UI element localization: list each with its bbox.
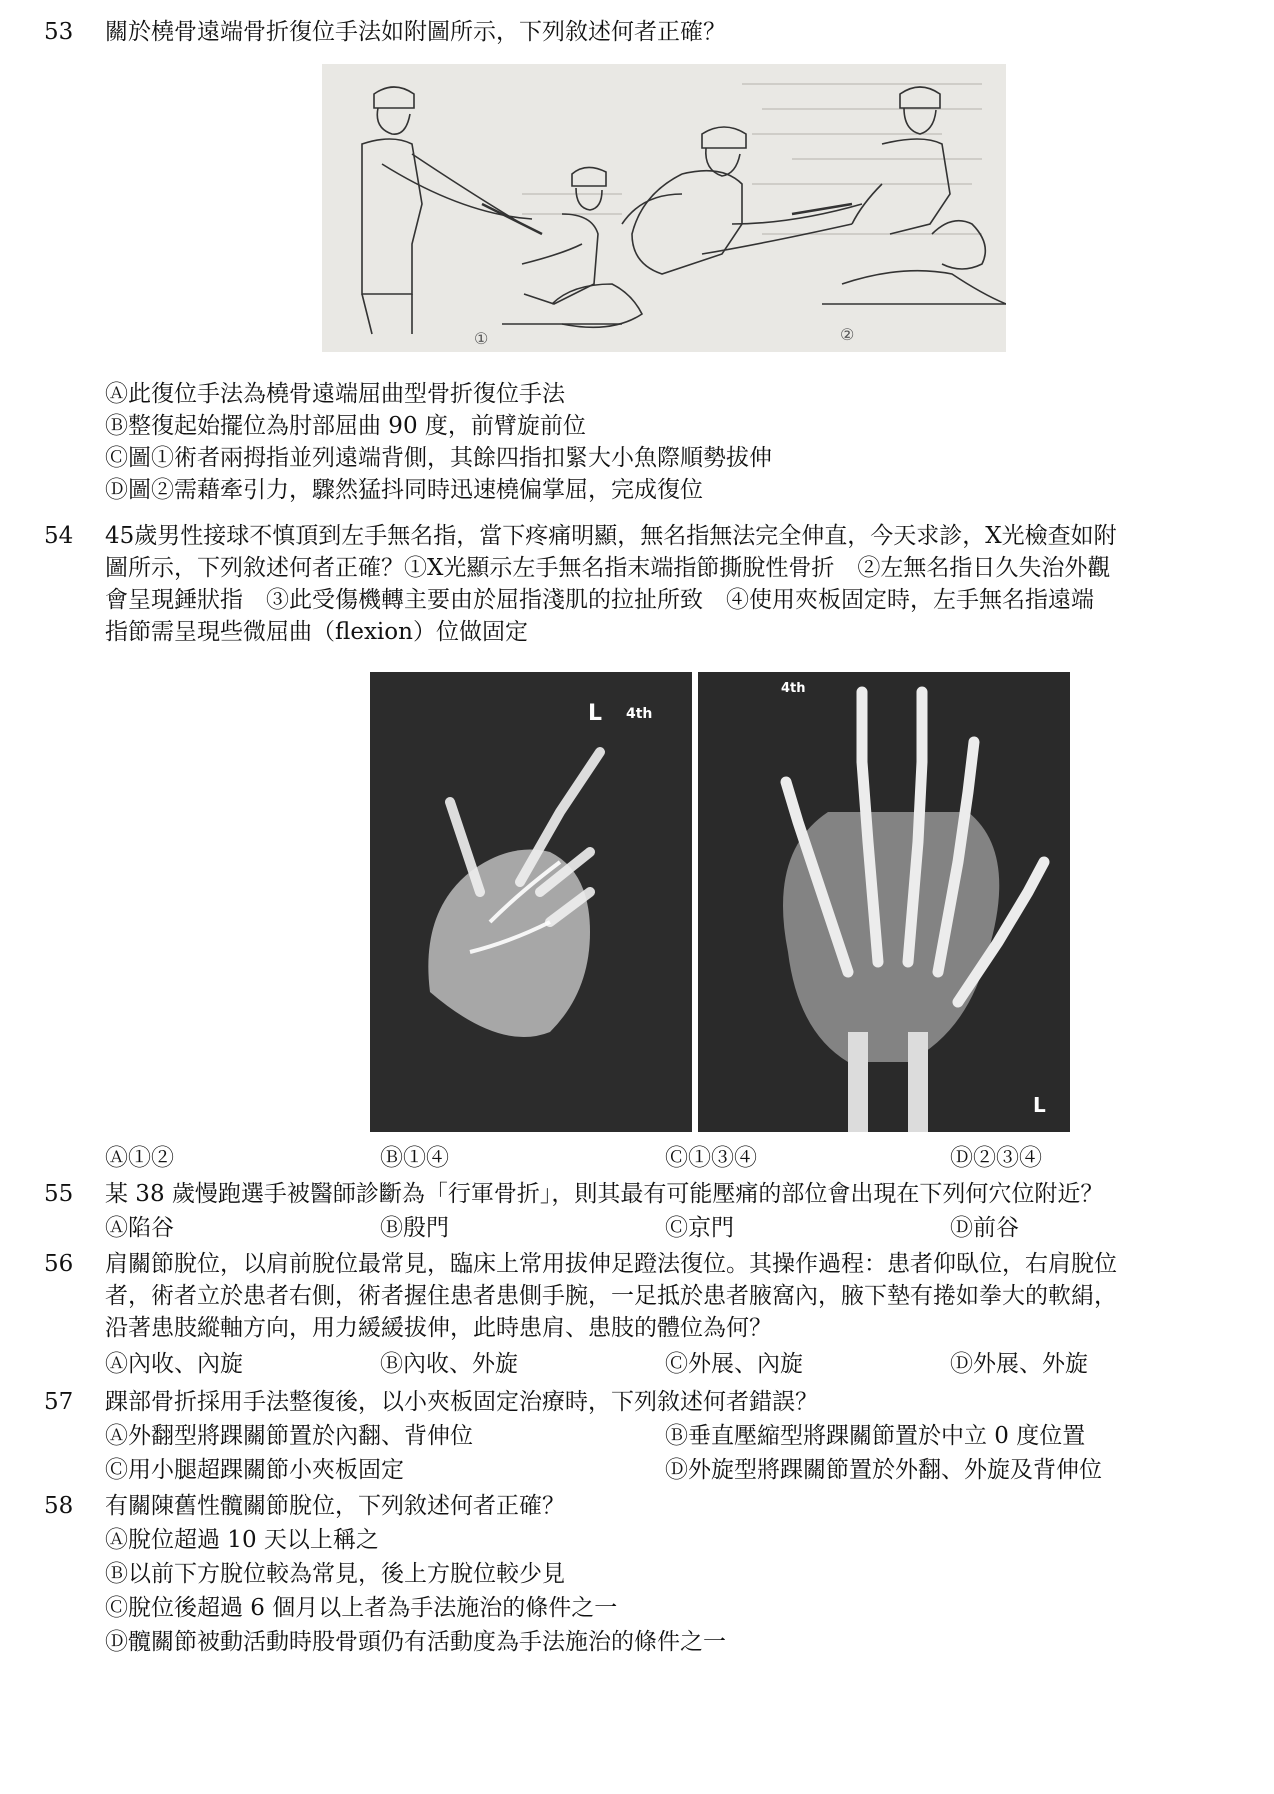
option-b: Ⓑ垂直壓縮型將踝關節置於中立 0 度位置 [665,1423,1086,1449]
xray-side-marker: L [588,701,603,726]
option-b: Ⓑ①④ [380,1145,449,1171]
reduction-technique-illustration [322,64,1006,352]
option-b: Ⓑ以前下方脫位較為常見，後上方脫位較少見 [105,1561,565,1587]
stem-line: 肩關節脫位，以肩前脫位最常見，臨床上常用拔伸足蹬法復位。其操作過程：患者仰臥位，右肩脫位 [105,1251,1117,1277]
stem-line: 45歲男性接球不慎頂到左手無名指，當下疼痛明顯，無名指無法完全伸直，今天求診，X光檢查如附 [105,523,1117,549]
question-number: 54 [44,523,74,549]
option-a: Ⓐ脫位超過 10 天以上稱之 [105,1527,379,1553]
stem-line: 會呈現錘狀指 ③此受傷機轉主要由於屈指淺肌的拉扯所致 ④使用夾板固定時，左手無名指遠端 [105,587,1094,613]
xray-finger-marker: 4th [626,706,653,722]
question-number: 56 [44,1251,74,1277]
xray-side-marker: L [1033,1093,1046,1117]
options-list [105,378,1235,506]
option-b: Ⓑ整復起始擺位為肘部屈曲 90 度，前臂旋前位 [105,413,586,439]
stem-line: 關於橈骨遠端骨折復位手法如附圖所示，下列敘述何者正確？ [105,19,726,45]
stem-line: 某 38 歲慢跑選手被醫師診斷為「行軍骨折」，則其最有可能壓痛的部位會出現在下列何穴位附近？ [105,1181,1104,1207]
xray-lateral-view [370,672,692,1132]
question-stem [105,1386,1235,1418]
stem-line: 有關陳舊性髖關節脫位，下列敘述何者正確？ [105,1493,565,1519]
option-d: Ⓓ外展、外旋 [950,1351,1088,1377]
option-d: Ⓓ髖關節被動活動時股骨頭仍有活動度為手法施治的條件之一 [105,1629,726,1655]
question-stem [105,16,1235,48]
option-a: Ⓐ陷谷 [105,1215,174,1241]
stem-line: 沿著患肢縱軸方向，用力緩緩拔伸，此時患肩、患肢的體位為何？ [105,1315,772,1341]
figure-label-1: ① [474,329,489,348]
question-number: 58 [44,1493,74,1519]
question-stem [105,1178,1235,1210]
option-b: Ⓑ殷門 [380,1215,449,1241]
option-a: Ⓐ內收、內旋 [105,1351,243,1377]
question-number: 55 [44,1181,74,1207]
stem-line: 指節需呈現些微屈曲（flexion）位做固定 [105,619,528,645]
question-stem [105,520,1235,648]
option-c: Ⓒ脫位後超過 6 個月以上者為手法施治的條件之一 [105,1595,618,1621]
option-d: Ⓓ②③④ [950,1145,1042,1171]
option-a: Ⓐ外翻型將踝關節置於內翻、背伸位 [105,1423,473,1449]
stem-line: 圖所示，下列敘述何者正確？①X光顯示左手無名指末端指節撕脫性骨折 ②左無名指日久失治外觀 [105,555,1111,581]
option-d: Ⓓ圖②需藉牽引力，驟然猛抖同時迅速橈偏掌屈，完成復位 [105,477,703,503]
question-number: 53 [44,19,74,45]
option-a: Ⓐ此復位手法為橈骨遠端屈曲型骨折復位手法 [105,381,565,407]
xray-ap-drawing [698,672,1070,1132]
stem-line: 踝部骨折採用手法整復後，以小夾板固定治療時，下列敘述何者錯誤？ [105,1389,818,1415]
option-d: Ⓓ外旋型將踝關節置於外翻、外旋及背伸位 [665,1457,1102,1483]
option-a: Ⓐ①② [105,1145,174,1171]
stem-line: 者，術者立於患者右側，術者握住患者患側手腕，一足抵於患者腋窩內，腋下墊有捲如拳大的軟絹， [105,1283,1117,1309]
option-c: Ⓒ京門 [665,1215,734,1241]
xray-lateral-drawing [370,672,692,1132]
option-c: Ⓒ圖①術者兩拇指並列遠端背側，其餘四指扣緊大小魚際順勢拔伸 [105,445,772,471]
xray-finger-marker: 4th [781,681,806,696]
option-c: Ⓒ用小腿超踝關節小夾板固定 [105,1457,404,1483]
option-b: Ⓑ內收、外旋 [380,1351,518,1377]
option-d: Ⓓ前谷 [950,1215,1019,1241]
option-c: Ⓒ外展、內旋 [665,1351,803,1377]
option-c: Ⓒ①③④ [665,1145,757,1171]
question-stem [105,1490,1235,1658]
question-stem [105,1248,1235,1344]
figure-label-2: ② [840,325,855,344]
xray-ap-view [698,672,1070,1132]
question-number: 57 [44,1389,74,1415]
reduction-drawing [322,64,1006,352]
